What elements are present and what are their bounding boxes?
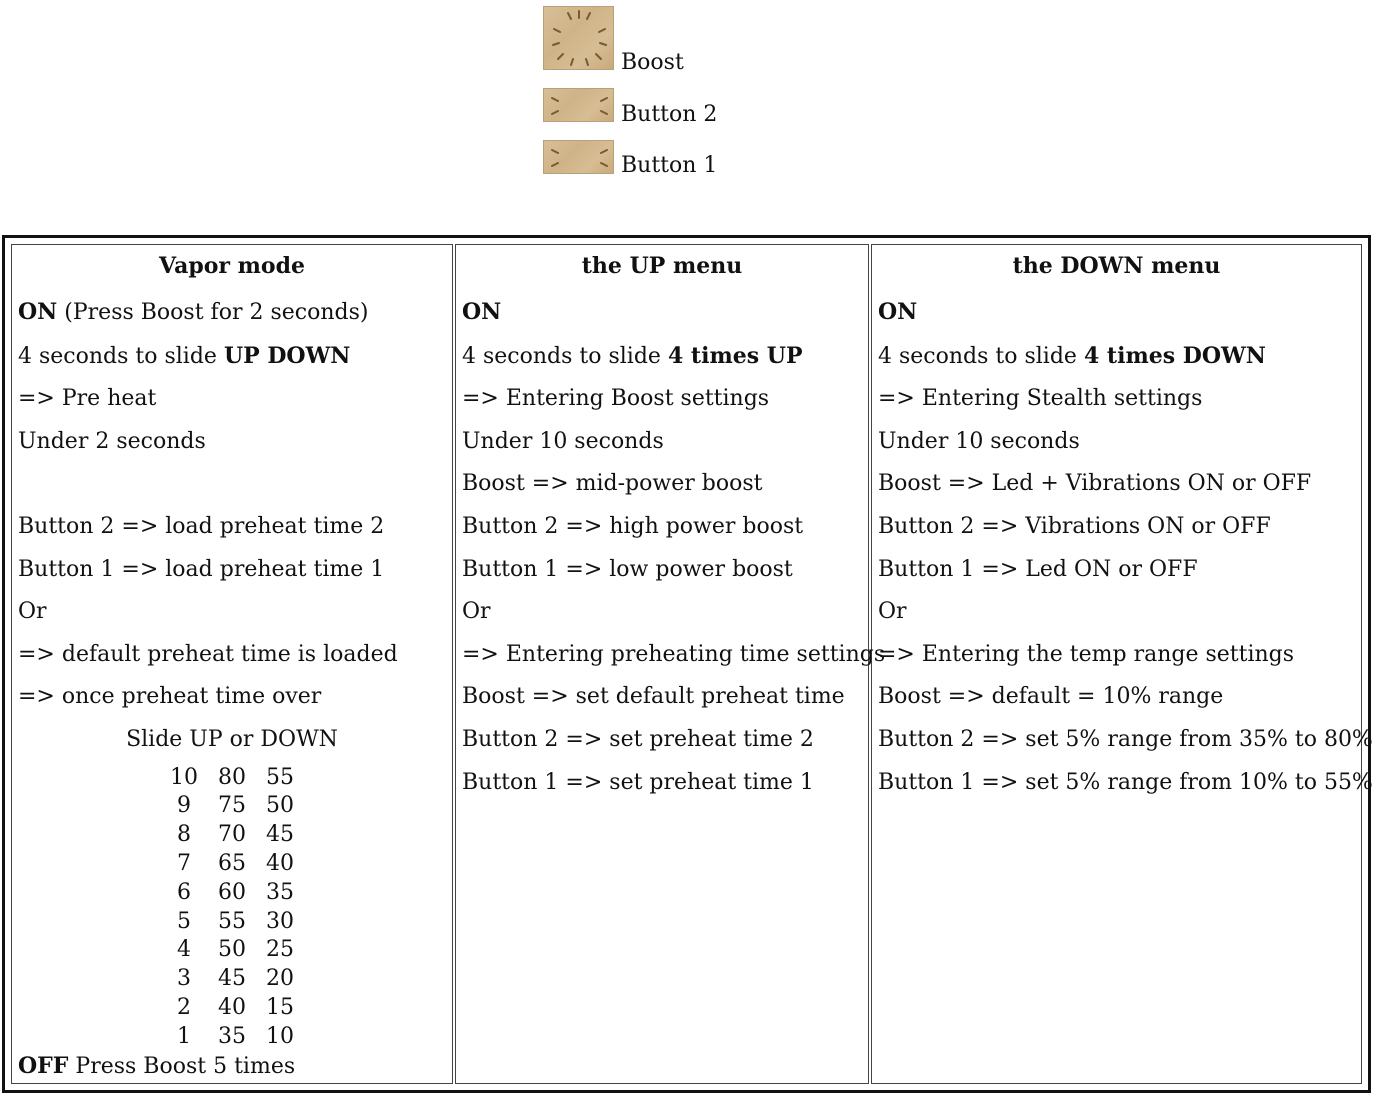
level-row bbox=[160, 879, 304, 908]
legend-label-button-2: Button 2 bbox=[621, 102, 718, 127]
vapor-button1-line: Button 1 => load preheat time 1 bbox=[18, 556, 385, 582]
down-button2-line: Button 2 => Vibrations ON or OFF bbox=[878, 513, 1271, 539]
level-cell: 50 bbox=[266, 793, 294, 819]
vapor-off-line: OFF Press Boost 5 times bbox=[18, 1052, 296, 1079]
down-or-line: Or bbox=[878, 599, 907, 625]
down-button2b-line: Button 2 => set 5% range from 35% to 80% bbox=[878, 726, 1373, 752]
down-boost2-line: Boost => default = 10% range bbox=[878, 684, 1224, 710]
down-entering-line: => Entering Stealth settings bbox=[878, 386, 1203, 412]
down-button1b-line: Button 1 => set 5% range from 10% to 55% bbox=[878, 769, 1373, 795]
level-cell: 60 bbox=[218, 879, 246, 905]
down-menu-column bbox=[871, 244, 1373, 1084]
level-cell: 40 bbox=[218, 994, 246, 1020]
up-entering-line: => Entering Boost settings bbox=[462, 386, 770, 412]
controls-table-frame bbox=[2, 235, 1371, 1093]
level-row bbox=[160, 965, 304, 994]
level-cell: 55 bbox=[218, 908, 246, 934]
level-cell: 75 bbox=[218, 793, 246, 819]
up-boost-line: Boost => mid-power boost bbox=[462, 471, 763, 497]
vapor-once-over-line: => once preheat time over bbox=[18, 684, 322, 710]
level-cell: 10 bbox=[170, 764, 198, 790]
button-2-icon bbox=[543, 88, 614, 122]
level-cell: 5 bbox=[177, 908, 191, 934]
up-menu-column bbox=[455, 244, 886, 1084]
up-on-line: ON bbox=[462, 299, 502, 325]
level-cell: 35 bbox=[218, 1023, 246, 1049]
level-cell: 2 bbox=[177, 994, 191, 1020]
level-cell: 20 bbox=[266, 966, 294, 992]
vapor-preheat-line: => Pre heat bbox=[18, 386, 157, 412]
level-row bbox=[160, 850, 304, 879]
level-cell: 55 bbox=[266, 764, 294, 790]
vapor-blank-line bbox=[18, 463, 446, 506]
level-row bbox=[160, 936, 304, 965]
legend-label-boost: Boost bbox=[621, 50, 684, 75]
up-slide-line: 4 seconds to slide 4 times UP bbox=[462, 342, 803, 369]
level-cell: 6 bbox=[177, 879, 191, 905]
vapor-mode-column bbox=[11, 244, 453, 1084]
vapor-on-line: ON (Press Boost for 2 seconds) bbox=[18, 299, 369, 325]
up-button2b-line: Button 2 => set preheat time 2 bbox=[462, 726, 814, 752]
up-entering2-line: => Entering preheating time settings bbox=[462, 641, 886, 667]
level-cell: 3 bbox=[177, 966, 191, 992]
level-cell: 40 bbox=[266, 850, 294, 876]
down-button1-line: Button 1 => Led ON or OFF bbox=[878, 556, 1198, 582]
level-row bbox=[160, 821, 304, 850]
vapor-default-line: => default preheat time is loaded bbox=[18, 641, 398, 667]
up-button2-line: Button 2 => high power boost bbox=[462, 513, 804, 539]
level-cell: 45 bbox=[266, 822, 294, 848]
vapor-slide-line: 4 seconds to slide UP DOWN bbox=[18, 342, 351, 369]
down-entering2-line: => Entering the temp range settings bbox=[878, 641, 1295, 667]
level-cell: 1 bbox=[177, 1023, 191, 1049]
level-row bbox=[160, 792, 304, 821]
controls-table bbox=[9, 242, 1373, 1086]
down-slide-line: 4 seconds to slide 4 times DOWN bbox=[878, 342, 1266, 369]
up-boost2-line: Boost => set default preheat time bbox=[462, 684, 845, 710]
up-under-line: Under 10 seconds bbox=[462, 428, 664, 454]
up-button1-line: Button 1 => low power boost bbox=[462, 556, 793, 582]
level-cell: 7 bbox=[177, 850, 191, 876]
vapor-mode-header: Vapor mode bbox=[159, 253, 305, 279]
up-menu-header: the UP menu bbox=[581, 253, 743, 279]
vapor-slide-updown-line: Slide UP or DOWN bbox=[126, 726, 338, 752]
legend-label-button-1: Button 1 bbox=[621, 153, 718, 178]
level-table bbox=[160, 764, 304, 1052]
vapor-or-line: Or bbox=[18, 599, 47, 625]
level-cell: 80 bbox=[218, 764, 246, 790]
vapor-under-line: Under 2 seconds bbox=[18, 428, 206, 454]
up-button1b-line: Button 1 => set preheat time 1 bbox=[462, 769, 814, 795]
level-cell: 70 bbox=[218, 822, 246, 848]
level-cell: 10 bbox=[266, 1023, 294, 1049]
level-row bbox=[160, 994, 304, 1023]
level-cell: 35 bbox=[266, 879, 294, 905]
vapor-button2-line: Button 2 => load preheat time 2 bbox=[18, 513, 385, 539]
level-cell: 45 bbox=[218, 966, 246, 992]
level-cell: 4 bbox=[177, 937, 191, 963]
down-on-line: ON bbox=[878, 299, 918, 325]
down-menu-header: the DOWN menu bbox=[1012, 253, 1221, 279]
level-cell: 50 bbox=[218, 937, 246, 963]
level-cell: 65 bbox=[218, 850, 246, 876]
level-cell: 8 bbox=[177, 822, 191, 848]
level-row bbox=[160, 764, 304, 793]
down-boost-line: Boost => Led + Vibrations ON or OFF bbox=[878, 471, 1312, 497]
down-under-line: Under 10 seconds bbox=[878, 428, 1080, 454]
button-1-icon bbox=[543, 140, 614, 174]
level-row bbox=[160, 908, 304, 937]
level-row bbox=[160, 1023, 304, 1052]
boost-button-icon bbox=[543, 6, 614, 70]
level-cell: 9 bbox=[177, 793, 191, 819]
level-cell: 25 bbox=[266, 937, 294, 963]
level-cell: 15 bbox=[266, 994, 294, 1020]
up-or-line: Or bbox=[462, 599, 491, 625]
level-cell: 30 bbox=[266, 908, 294, 934]
